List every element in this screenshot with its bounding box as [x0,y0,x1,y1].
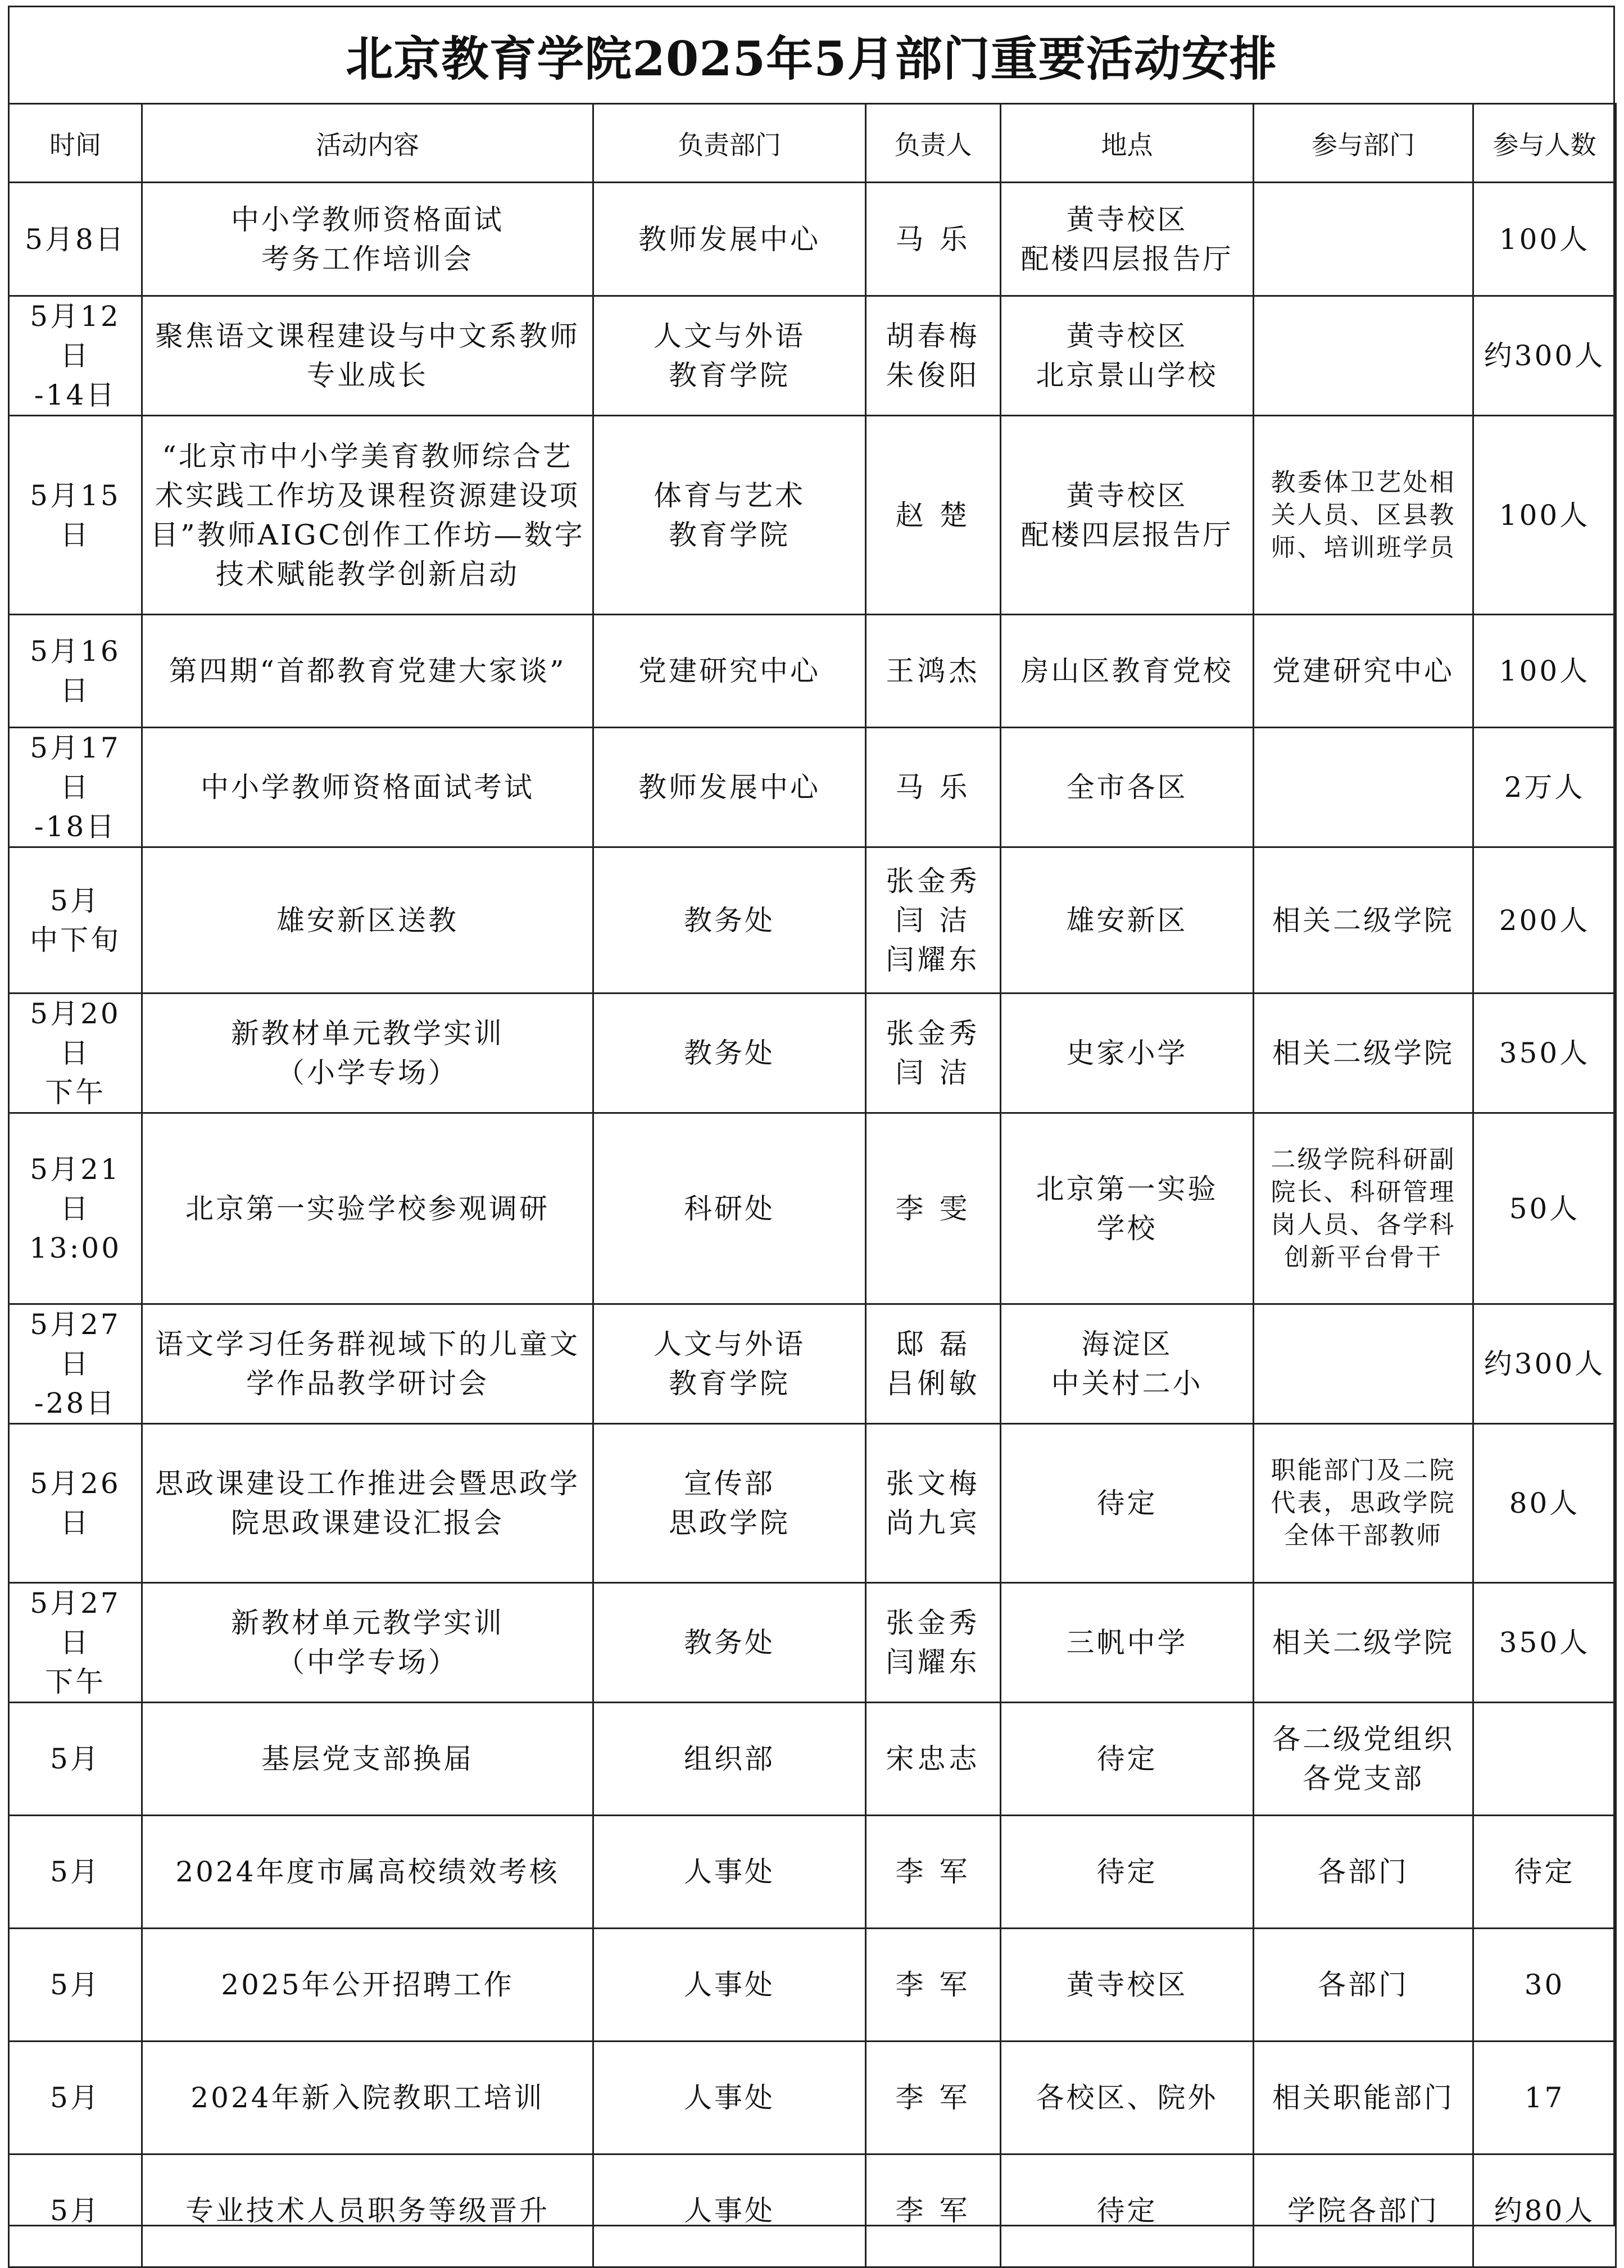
cell-count: 100人 [1473,615,1616,728]
cell-time: 5月15日 [9,416,142,615]
cell-place: 黄寺校区 北京景山学校 [1001,296,1254,416]
header-participants: 参与部门 [1254,104,1473,183]
table-row [9,183,1616,296]
cell-content: 新教材单元教学实训 （中学专场） [142,1583,593,1703]
cell-lead: 胡春梅 朱俊阳 [866,296,1001,416]
cell-content: 新教材单元教学实训 （小学专场） [142,994,593,1113]
header-dept: 负责部门 [593,104,866,183]
cell-dept: 教务处 [593,994,866,1113]
cell-dept: 组织部 [593,1703,866,1816]
cell-time: 5月 [9,2042,142,2154]
cell-count: 350人 [1473,1583,1616,1703]
cell-lead: 邸 磊 吕俐敏 [866,1304,1001,1424]
cell-dept: 科研处 [593,1113,866,1304]
cell-lead: 张金秀 闫 洁 闫耀东 [866,847,1001,994]
cell-content: 第四期“首都教育党建大家谈” [142,615,593,728]
cell-participants: 相关二级学院 [1254,1583,1473,1703]
cell-place: 三帆中学 [1001,1583,1254,1703]
cell-participants [1254,1304,1473,1424]
table-row [9,615,1616,728]
table-row [9,1929,1616,2042]
cell-count [1473,1703,1616,1816]
cell-time: 5月12日 -14日 [9,296,142,416]
cell-place: 雄安新区 [1001,847,1254,994]
cell-lead: 马 乐 [866,728,1001,847]
cell-count: 约80人 [1473,2154,1616,2267]
cell-dept: 人文与外语 教育学院 [593,296,866,416]
cell-place: 黄寺校区 [1001,1929,1254,2042]
cell-place: 待定 [1001,2154,1254,2267]
cell-count: 80人 [1473,1424,1616,1583]
cell-time: 5月27日 下午 [9,1583,142,1703]
cell-place: 史家小学 [1001,994,1254,1113]
cell-participants: 各部门 [1254,1929,1473,2042]
table-row [9,1424,1616,1583]
cell-dept: 人事处 [593,2154,866,2267]
cell-time: 5月 中下旬 [9,847,142,994]
cell-lead: 张金秀 闫耀东 [866,1583,1001,1703]
cell-place: 黄寺校区 配楼四层报告厅 [1001,183,1254,296]
table-row [9,994,1616,1113]
cell-place: 北京第一实验 学校 [1001,1113,1254,1304]
table-row [9,1304,1616,1424]
cell-place: 海淀区 中关村二小 [1001,1304,1254,1424]
cell-dept: 教师发展中心 [593,183,866,296]
cell-dept: 教师发展中心 [593,728,866,847]
cell-dept: 宣传部 思政学院 [593,1424,866,1583]
cell-content: 2025年公开招聘工作 [142,1929,593,2042]
cell-time: 5月21日 13:00 [9,1113,142,1304]
cell-content: 思政课建设工作推进会暨思政学 院思政课建设汇报会 [142,1424,593,1583]
cell-count: 约300人 [1473,1304,1616,1424]
cell-count: 2万人 [1473,728,1616,847]
cell-count: 待定 [1473,1816,1616,1929]
cell-content: 中小学教师资格面试考试 [142,728,593,847]
cell-lead: 李 军 [866,1816,1001,1929]
cell-content: 2024年度市属高校绩效考核 [142,1816,593,1929]
cell-participants: 学院各部门 [1254,2154,1473,2267]
cell-lead: 王鸿杰 [866,615,1001,728]
table-row [9,1703,1616,1816]
cell-count: 50人 [1473,1113,1616,1304]
cell-dept: 教务处 [593,1583,866,1703]
cell-participants: 党建研究中心 [1254,615,1473,728]
cell-participants: 相关二级学院 [1254,994,1473,1113]
cell-time: 5月8日 [9,183,142,296]
cell-count: 30 [1473,1929,1616,2042]
document-frame [8,6,1615,2226]
table-row [9,2154,1616,2267]
cell-participants: 二级学院科研副 院长、科研管理 岗人员、各学科 创新平台骨干 [1254,1113,1473,1304]
cell-content: 聚焦语文课程建设与中文系教师 专业成长 [142,296,593,416]
header-place: 地点 [1001,104,1254,183]
cell-place: 待定 [1001,1703,1254,1816]
cell-lead: 李 军 [866,1929,1001,2042]
cell-dept: 教务处 [593,847,866,994]
cell-content: 专业技术人员职务等级晋升 [142,2154,593,2267]
cell-participants: 各二级党组织 各党支部 [1254,1703,1473,1816]
cell-count: 约300人 [1473,296,1616,416]
table-row [9,416,1616,615]
cell-time: 5月16日 [9,615,142,728]
cell-time: 5月26日 [9,1424,142,1583]
table-row [9,847,1616,994]
cell-dept: 人事处 [593,1929,866,2042]
cell-time: 5月17日 -18日 [9,728,142,847]
cell-lead: 宋忠志 [866,1703,1001,1816]
table-row [9,1113,1616,1304]
cell-time: 5月 [9,1816,142,1929]
cell-content: 2024年新入院教职工培训 [142,2042,593,2154]
cell-place: 房山区教育党校 [1001,615,1254,728]
cell-participants [1254,183,1473,296]
cell-lead: 赵 楚 [866,416,1001,615]
header-time: 时间 [9,104,142,183]
page-title: 北京教育学院2025年5月部门重要活动安排 [346,30,1277,87]
cell-count: 17 [1473,2042,1616,2154]
cell-participants: 相关二级学院 [1254,847,1473,994]
cell-place: 待定 [1001,1816,1254,1929]
cell-time: 5月27日 -28日 [9,1304,142,1424]
table-row [9,2042,1616,2154]
cell-content: 北京第一实验学校参观调研 [142,1113,593,1304]
header-content: 活动内容 [142,104,593,183]
cell-lead: 李 军 [866,2042,1001,2154]
schedule-table [8,103,1617,2268]
cell-lead: 李 军 [866,2154,1001,2267]
cell-dept: 党建研究中心 [593,615,866,728]
cell-dept: 人事处 [593,1816,866,1929]
cell-dept: 体育与艺术 教育学院 [593,416,866,615]
cell-lead: 张文梅 尚九宾 [866,1424,1001,1583]
header-lead: 负责人 [866,104,1001,183]
cell-time: 5月 [9,1703,142,1816]
cell-count: 350人 [1473,994,1616,1113]
cell-time: 5月 [9,1929,142,2042]
cell-content: 基层党支部换届 [142,1703,593,1816]
cell-count: 200人 [1473,847,1616,994]
cell-place: 各校区、院外 [1001,2042,1254,2154]
cell-participants: 教委体卫艺处相 关人员、区县教 师、培训班学员 [1254,416,1473,615]
cell-participants: 各部门 [1254,1816,1473,1929]
table-row [9,1816,1616,1929]
cell-place: 全市各区 [1001,728,1254,847]
cell-dept: 人事处 [593,2042,866,2154]
cell-count: 100人 [1473,183,1616,296]
cell-content: 中小学教师资格面试 考务工作培训会 [142,183,593,296]
cell-content: “北京市中小学美育教师综合艺 术实践工作坊及课程资源建设项 目”教师AIGC创作工作坊—数字 技术赋能教学创新启动 [142,416,593,615]
cell-count: 100人 [1473,416,1616,615]
cell-participants [1254,728,1473,847]
cell-place: 待定 [1001,1424,1254,1583]
cell-content: 雄安新区送教 [142,847,593,994]
cell-participants [1254,296,1473,416]
cell-lead: 张金秀 闫 洁 [866,994,1001,1113]
cell-participants: 相关职能部门 [1254,2042,1473,2154]
table-row [9,728,1616,847]
cell-lead: 马 乐 [866,183,1001,296]
cell-participants: 职能部门及二院 代表，思政学院 全体干部教师 [1254,1424,1473,1583]
table-row [9,1583,1616,1703]
cell-time: 5月20日 下午 [9,994,142,1113]
table-row [9,296,1616,416]
cell-content: 语文学习任务群视域下的儿童文 学作品教学研讨会 [142,1304,593,1424]
header-count: 参与人数 [1473,104,1616,183]
cell-place: 黄寺校区 配楼四层报告厅 [1001,416,1254,615]
header-row [9,104,1616,183]
cell-dept: 人文与外语 教育学院 [593,1304,866,1424]
cell-lead: 李 雯 [866,1113,1001,1304]
cell-time: 5月 [9,2154,142,2267]
